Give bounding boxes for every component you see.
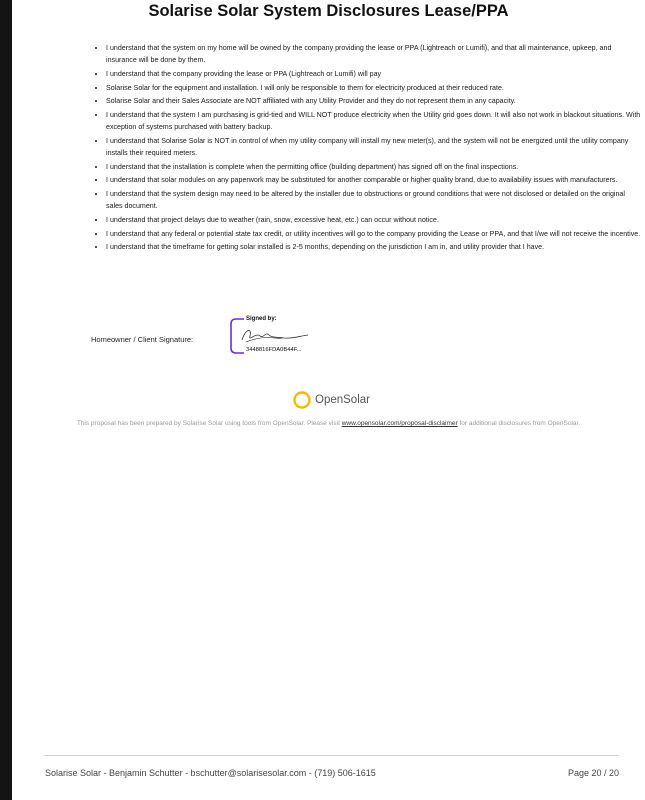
list-item: • I understand that the system on my home will be owned by the company providing the lease or PPA (Lightreach or Lumifi), and that all maintenance, upkeep, and insurance will be done by them.: [106, 42, 642, 67]
disclaimer-link[interactable]: www.opensolar.com/proposal-disclaimer: [341, 420, 458, 427]
opensolar-logo: [293, 389, 370, 411]
disclaimer-text-after: for additional disclosures from OpenSolar.: [457, 420, 581, 427]
signed-by-label: Signed by:: [246, 316, 277, 322]
handwritten-signature-icon: [236, 322, 316, 348]
list-item: • I understand that any federal or potential state tax credit, or utility incentives will go to the company providing the Lease or PPA, and that I/we will not receive the incentive.: [106, 228, 642, 240]
signature-id: 3448816FDA0B44F...: [246, 347, 302, 353]
page-number: Page 20 / 20: [567, 768, 619, 778]
document-viewer-left-edge: [0, 0, 12, 800]
footer-contact: Solarise Solar - Benjamin Schutter - bschutter@solarisesolar.com - (719) 506-1615: [45, 768, 376, 778]
list-item: • I understand that Solarise Solar is NOT in control of when my utility company will install my new meter(s), and the system will not be energized until the utility company installs their required meters.: [106, 135, 642, 160]
opensolar-sun-icon: [293, 391, 311, 409]
list-item: • I understand that the timeframe for getting solar installed is 2-5 months, depending on the jurisdiction I am in, and utility provider that I have.: [106, 241, 642, 253]
list-item: • I understand that the company providing the lease or PPA (Lightreach or Lumifi) will pay: [106, 68, 642, 80]
list-item: • I understand that the system design may need to be altered by the installer due to obstructions or ground conditions that were not disclosed or detailed on the original sales document.: [106, 188, 642, 213]
list-item: • Solarise Solar for the equipment and installation. I will only be responsible to them for electricity produced at their reduced rate.: [106, 82, 642, 94]
signature-label: Homeowner / Client Signature:: [91, 335, 194, 344]
list-item: • Solarise Solar and their Sales Associate are NOT affiliated with any Utility Provider and they do not represent them in any capacity.: [106, 95, 642, 107]
list-item: • I understand that the installation is complete when the permitting office (building department) has signed off on the final inspections.: [106, 161, 642, 173]
page-title: Solarise Solar System Disclosures Lease/PPA: [148, 2, 509, 20]
signature-block: [228, 316, 323, 356]
opensolar-logo-text: OpenSolar: [315, 394, 370, 406]
proposal-disclaimer: [12, 420, 645, 427]
list-item: • I understand that solar modules on any paperwork may be substituted for another comparable or higher quality brand, due to availability issues with manufacturers.: [106, 174, 642, 186]
disclosure-list: [92, 42, 642, 255]
list-item: • I understand that project delays due to weather (rain, snow, excessive heat, etc.) can occur without notice.: [106, 214, 642, 226]
disclaimer-text-before: This proposal has been prepared by Solarise Solar using tools from OpenSolar. Please visit: [76, 420, 342, 427]
list-item: • I understand that the system I am purchasing is grid-tied and WILL NOT produce electricity when the Utility grid goes down. It will also not work in blackout situations. With exception of systems purchased with battery backup.: [106, 109, 642, 134]
footer-divider: [44, 755, 619, 756]
